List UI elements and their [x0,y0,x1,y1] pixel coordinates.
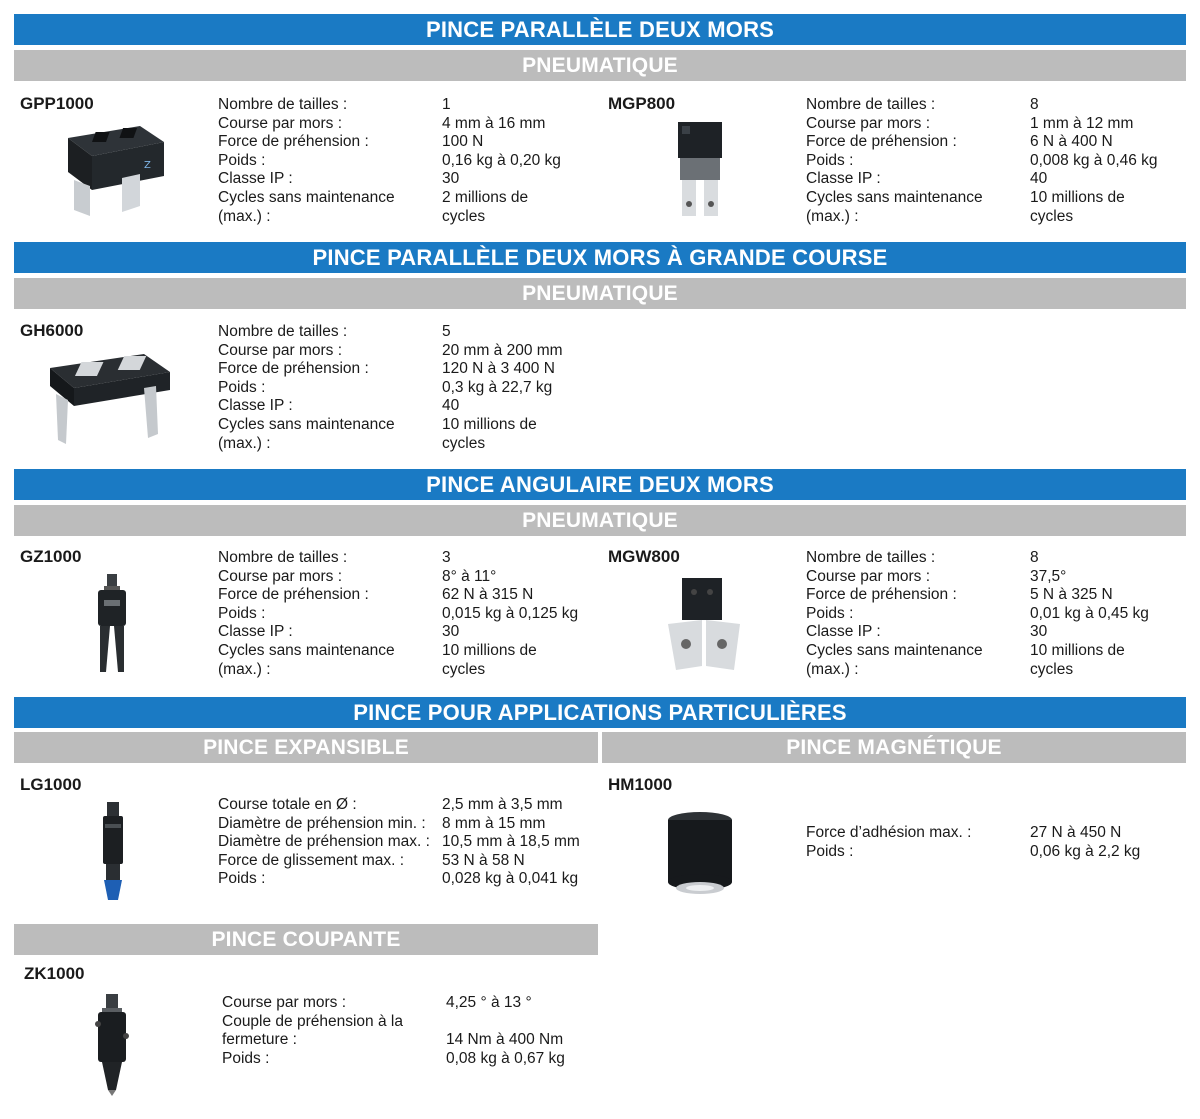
spec-label: Couple de préhension à la [222,1012,403,1030]
spec-value: 0,16 kg à 0,20 kg [442,151,561,169]
spec-value: cycles [1030,207,1074,225]
spec-label: fermeture : [222,1031,297,1049]
spec-value: 10 millions de [442,641,537,659]
spec-label: Classe IP : [218,623,293,641]
specs-mgw800 [806,549,1180,679]
mgp800-image [668,118,732,222]
section-sub-angular: PNEUMATIQUE [14,505,1186,536]
spec-label: Course par mors : [222,994,347,1011]
spec-label: Force de préhension : [218,360,369,378]
spec-value: 8 [1030,96,1039,113]
spec-value: 0,008 kg à 0,46 kg [1030,151,1158,169]
spec-label: Poids : [218,604,266,622]
mgw800-image [664,574,744,674]
spec-label: Cycles sans maintenance [806,188,983,206]
spec-value: 4,25 ° à 13 ° [446,994,532,1011]
spec-label: Poids : [218,151,266,169]
spec-label: Course par mors : [218,341,343,359]
spec-label: Classe IP : [806,170,881,188]
spec-value: cycles [442,434,486,452]
spec-value: 62 N à 315 N [442,586,534,604]
specs-mgp800 [806,96,1180,226]
specs-lg1000 [218,796,612,889]
spec-value: 20 mm à 200 mm [442,341,563,359]
spec-value: 10,5 mm à 18,5 mm [442,833,580,851]
spec-value: 1 mm à 12 mm [1030,114,1134,132]
spec-value: 37,5° [1030,567,1067,585]
spec-value: 10 millions de [1030,641,1125,659]
section-sub-cutting: PINCE COUPANTE [14,924,598,955]
product-name-gh6000: GH6000 [20,321,84,340]
spec-value: 0,015 kg à 0,125 kg [442,604,579,622]
spec-label: Force de préhension : [806,586,957,604]
spec-label: Classe IP : [218,397,293,415]
specs-hm1000 [806,824,1180,861]
spec-label: Nombre de tailles : [218,323,348,340]
gz1000-image [88,572,138,676]
spec-label: Course par mors : [218,114,343,132]
specs-gpp1000 [218,96,592,226]
zk1000-image [88,992,136,1096]
specs-zk1000 [222,994,616,1068]
spec-label: Force d’adhésion max. : [806,824,972,841]
product-name-zk1000: ZK1000 [24,964,85,983]
spec-value: 2,5 mm à 3,5 mm [442,796,563,813]
spec-value: cycles [442,207,486,225]
spec-value: 120 N à 3 400 N [442,360,555,378]
specs-gh6000 [218,323,592,453]
spec-value: 100 N [442,133,484,151]
section-sub-magnetic: PINCE MAGNÉTIQUE [602,732,1186,763]
spec-value: 30 [442,170,460,188]
spec-label: Cycles sans maintenance [218,641,395,659]
spec-value: 0,01 kg à 0,45 kg [1030,604,1149,622]
section-title-special: PINCE POUR APPLICATIONS PARTICULIÈRES [14,697,1186,728]
spec-value: 5 N à 325 N [1030,586,1113,604]
svg-text:Z: Z [144,160,151,171]
spec-value: 0,028 kg à 0,041 kg [442,870,579,888]
spec-value: 8 [1030,549,1039,566]
spec-label: Poids : [218,870,266,888]
spec-label: Poids : [222,1049,270,1067]
spec-value: 6 N à 400 N [1030,133,1113,151]
spec-label: Nombre de tailles : [218,549,348,566]
spec-label: Diamètre de préhension max. : [218,833,430,851]
spec-value: 40 [442,397,460,415]
product-name-hm1000: HM1000 [608,775,673,794]
spec-value: 14 Nm à 400 Nm [446,1031,564,1049]
product-name-gpp1000: GPP1000 [20,94,94,113]
spec-value: 1 [442,96,451,113]
spec-label: (max.) : [806,660,859,678]
spec-value: 30 [442,623,460,641]
section-sub-expansible: PINCE EXPANSIBLE [14,732,598,763]
product-name-gz1000: GZ1000 [20,547,82,566]
spec-value: 10 millions de [1030,188,1125,206]
spec-label: Nombre de tailles : [806,549,936,566]
spec-value: 5 [442,323,451,340]
spec-label: Poids : [806,842,854,860]
section-sub-parallel: PNEUMATIQUE [14,50,1186,81]
spec-label: (max.) : [218,434,271,452]
section-title-angular: PINCE ANGULAIRE DEUX MORS [14,469,1186,500]
spec-value: 8° à 11° [442,567,497,585]
spec-value: 2 millions de [442,188,529,206]
spec-label: Course par mors : [218,567,343,585]
spec-label: Diamètre de préhension min. : [218,814,426,832]
spec-value: 0,06 kg à 2,2 kg [1030,842,1141,860]
spec-label: Cycles sans maintenance [806,641,983,659]
spec-label: Poids : [806,151,854,169]
spec-label: Nombre de tailles : [218,96,348,113]
spec-value: 27 N à 450 N [1030,824,1122,841]
spec-label: Poids : [218,378,266,396]
spec-label: Force de préhension : [218,586,369,604]
hm1000-image [660,808,740,902]
spec-label: Cycles sans maintenance [218,415,395,433]
spec-value: 0,3 kg à 22,7 kg [442,378,553,396]
spec-label: Course par mors : [806,567,931,585]
spec-label: Cycles sans maintenance [218,188,395,206]
spec-value: 3 [442,549,451,566]
spec-value: 0,08 kg à 0,67 kg [446,1049,565,1067]
spec-label: Force de préhension : [806,133,957,151]
product-name-lg1000: LG1000 [20,775,82,794]
spec-value: 40 [1030,170,1048,188]
spec-value: cycles [442,660,486,678]
specs-gz1000 [218,549,592,679]
spec-label: (max.) : [806,207,859,225]
spec-label: (max.) : [218,207,271,225]
spec-label: Course par mors : [806,114,931,132]
spec-label: Classe IP : [806,623,881,641]
spec-value: cycles [1030,660,1074,678]
spec-label: Force de glissement max. : [218,851,405,869]
spec-value: 4 mm à 16 mm [442,114,546,132]
spec-label: Classe IP : [218,170,293,188]
lg1000-image [96,800,130,904]
gpp1000-image [60,120,170,220]
spec-label: (max.) : [218,660,271,678]
spec-label: Course totale en Ø : [218,796,357,813]
product-name-mgw800: MGW800 [608,547,680,566]
spec-value [446,1013,616,1032]
section-title-parallel-long: PINCE PARALLÈLE DEUX MORS À GRANDE COURSE [14,242,1186,273]
section-sub-parallel-long: PNEUMATIQUE [14,278,1186,309]
spec-value: 8 mm à 15 mm [442,814,546,832]
spec-value: 53 N à 58 N [442,851,525,869]
product-name-mgp800: MGP800 [608,94,676,113]
spec-label: Nombre de tailles : [806,96,936,113]
section-title-parallel: PINCE PARALLÈLE DEUX MORS [14,14,1186,45]
spec-label: Poids : [806,604,854,622]
gh6000-image [44,348,174,448]
spec-label: Force de préhension : [218,133,369,151]
spec-value: 10 millions de [442,415,537,433]
spec-value: 30 [1030,623,1048,641]
